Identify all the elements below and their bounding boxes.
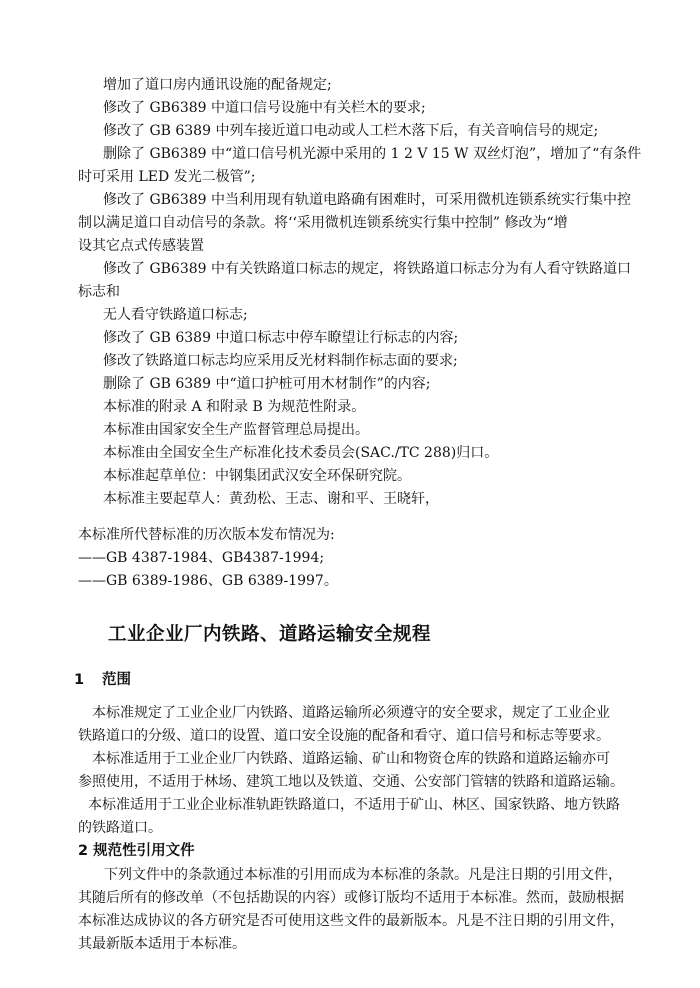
change-item: 修改了铁路道口标志均应采用反光材料制作标志面的要求;: [103, 353, 458, 369]
section-1-paragraph-cont: 的铁路道口。: [78, 820, 162, 836]
section-number: 1: [74, 672, 85, 688]
section-1-paragraph: 本标准规定了工业企业厂内铁路、道路运输所必须遵守的安全要求，规定了工业企业: [92, 705, 610, 721]
section-1-paragraph-cont: 参照使用，不适用于林场、建筑工地以及铁道、交通、公安部门管辖的铁路和道路运输。: [78, 774, 624, 790]
change-item-continuation: 设其它点式传感装置: [78, 238, 204, 254]
change-item: 修改了 GB6389 中当利用现有轨道电路确有困难时，可采用微机连锁系统实行集中控: [103, 192, 631, 208]
section-2-paragraph-cont: 其最新版本适用于本标准。: [78, 936, 246, 952]
change-item-continuation: 制以满足道口自动信号的条款。将‘‘采用微机连锁系统实行集中控制” 修改为“增: [78, 215, 568, 231]
section-2-heading: 2 规范性引用文件: [78, 843, 195, 859]
appendix-note: 本标准的附录 A 和附录 B 为规范性附录。: [103, 399, 366, 415]
section-2-paragraph-cont: 其随后所有的修改单（不包括勘误的内容）或修订版均不适用于本标准。然而，鼓励根据: [78, 890, 624, 906]
change-item: 修改了 GB6389 中道口信号设施中有关栏木的要求;: [103, 100, 426, 116]
document-title: 工业企业厂内铁路、道路运输安全规程: [108, 624, 432, 645]
change-item: 修改了 GB 6389 中道口标志中停车瞭望让行标志的内容;: [103, 330, 459, 346]
section-1-paragraph: 本标准适用于工业企业厂内铁路、道路运输、矿山和物资仓库的铁路和道路运输亦可: [92, 751, 610, 767]
change-item: 修改了 GB 6389 中列车接近道口电动或人工栏木落下后，有关音响信号的规定;: [103, 123, 599, 139]
change-item: 修改了 GB6389 中有关铁路道口标志的规定，将铁路道口标志分为有人看守铁路道口: [103, 261, 631, 277]
history-item: ——GB 6389-1986、GB 6389-1997。: [78, 573, 338, 589]
drafting-unit: 本标准起草单位：中钢集团武汉安全环保研究院。: [103, 468, 411, 484]
section-2-paragraph-cont: 本标准达成协议的各方研究是否可使用这些文件的最新版本。凡是不注日期的引用文件，: [78, 913, 624, 929]
committee-note: 本标准由全国安全生产标准化技术委员会(SAC./TC 288)归口。: [103, 445, 499, 461]
section-2-paragraph: 下列文件中的条款通过本标准的引用而成为本标准的条款。凡是注日期的引用文件，: [104, 867, 622, 883]
section-title: 范围: [102, 672, 131, 688]
change-item: 删除了 GB6389 中“道口信号机光源中采用的 1 2 V 15 W 双丝灯泡”，增加了“有条件: [103, 146, 642, 162]
change-item-continuation: 时可采用 LED 发光二极管”;: [78, 169, 256, 185]
history-intro: 本标准所代替标准的历次版本发布情况为:: [78, 527, 335, 543]
section-1-paragraph-cont: 铁路道口的分级、道口的设置、道口安全设施的配备和看守、道口信号和标志等要求。: [78, 728, 610, 744]
section-1-paragraph: 本标准适用于工业企业标准轨距铁路道口，不适用于矿山、林区、国家铁路、地方铁路: [88, 797, 620, 813]
drafters: 本标准主要起草人：黄劲松、王志、谢和平、王晓轩，: [103, 491, 439, 507]
change-item: 删除了 GB 6389 中“道口护桩可用木材制作”的内容;: [103, 376, 431, 392]
change-item: 无人看守铁路道口标志;: [103, 307, 248, 323]
change-item-continuation: 标志和: [78, 284, 120, 300]
section-1-heading: [74, 670, 131, 690]
change-item: 增加了道口房内通讯设施的配备规定;: [103, 77, 332, 93]
history-item: ——GB 4387-1984、GB4387-1994;: [78, 550, 325, 566]
proposer-note: 本标准由国家安全生产监督管理总局提出。: [103, 422, 369, 438]
